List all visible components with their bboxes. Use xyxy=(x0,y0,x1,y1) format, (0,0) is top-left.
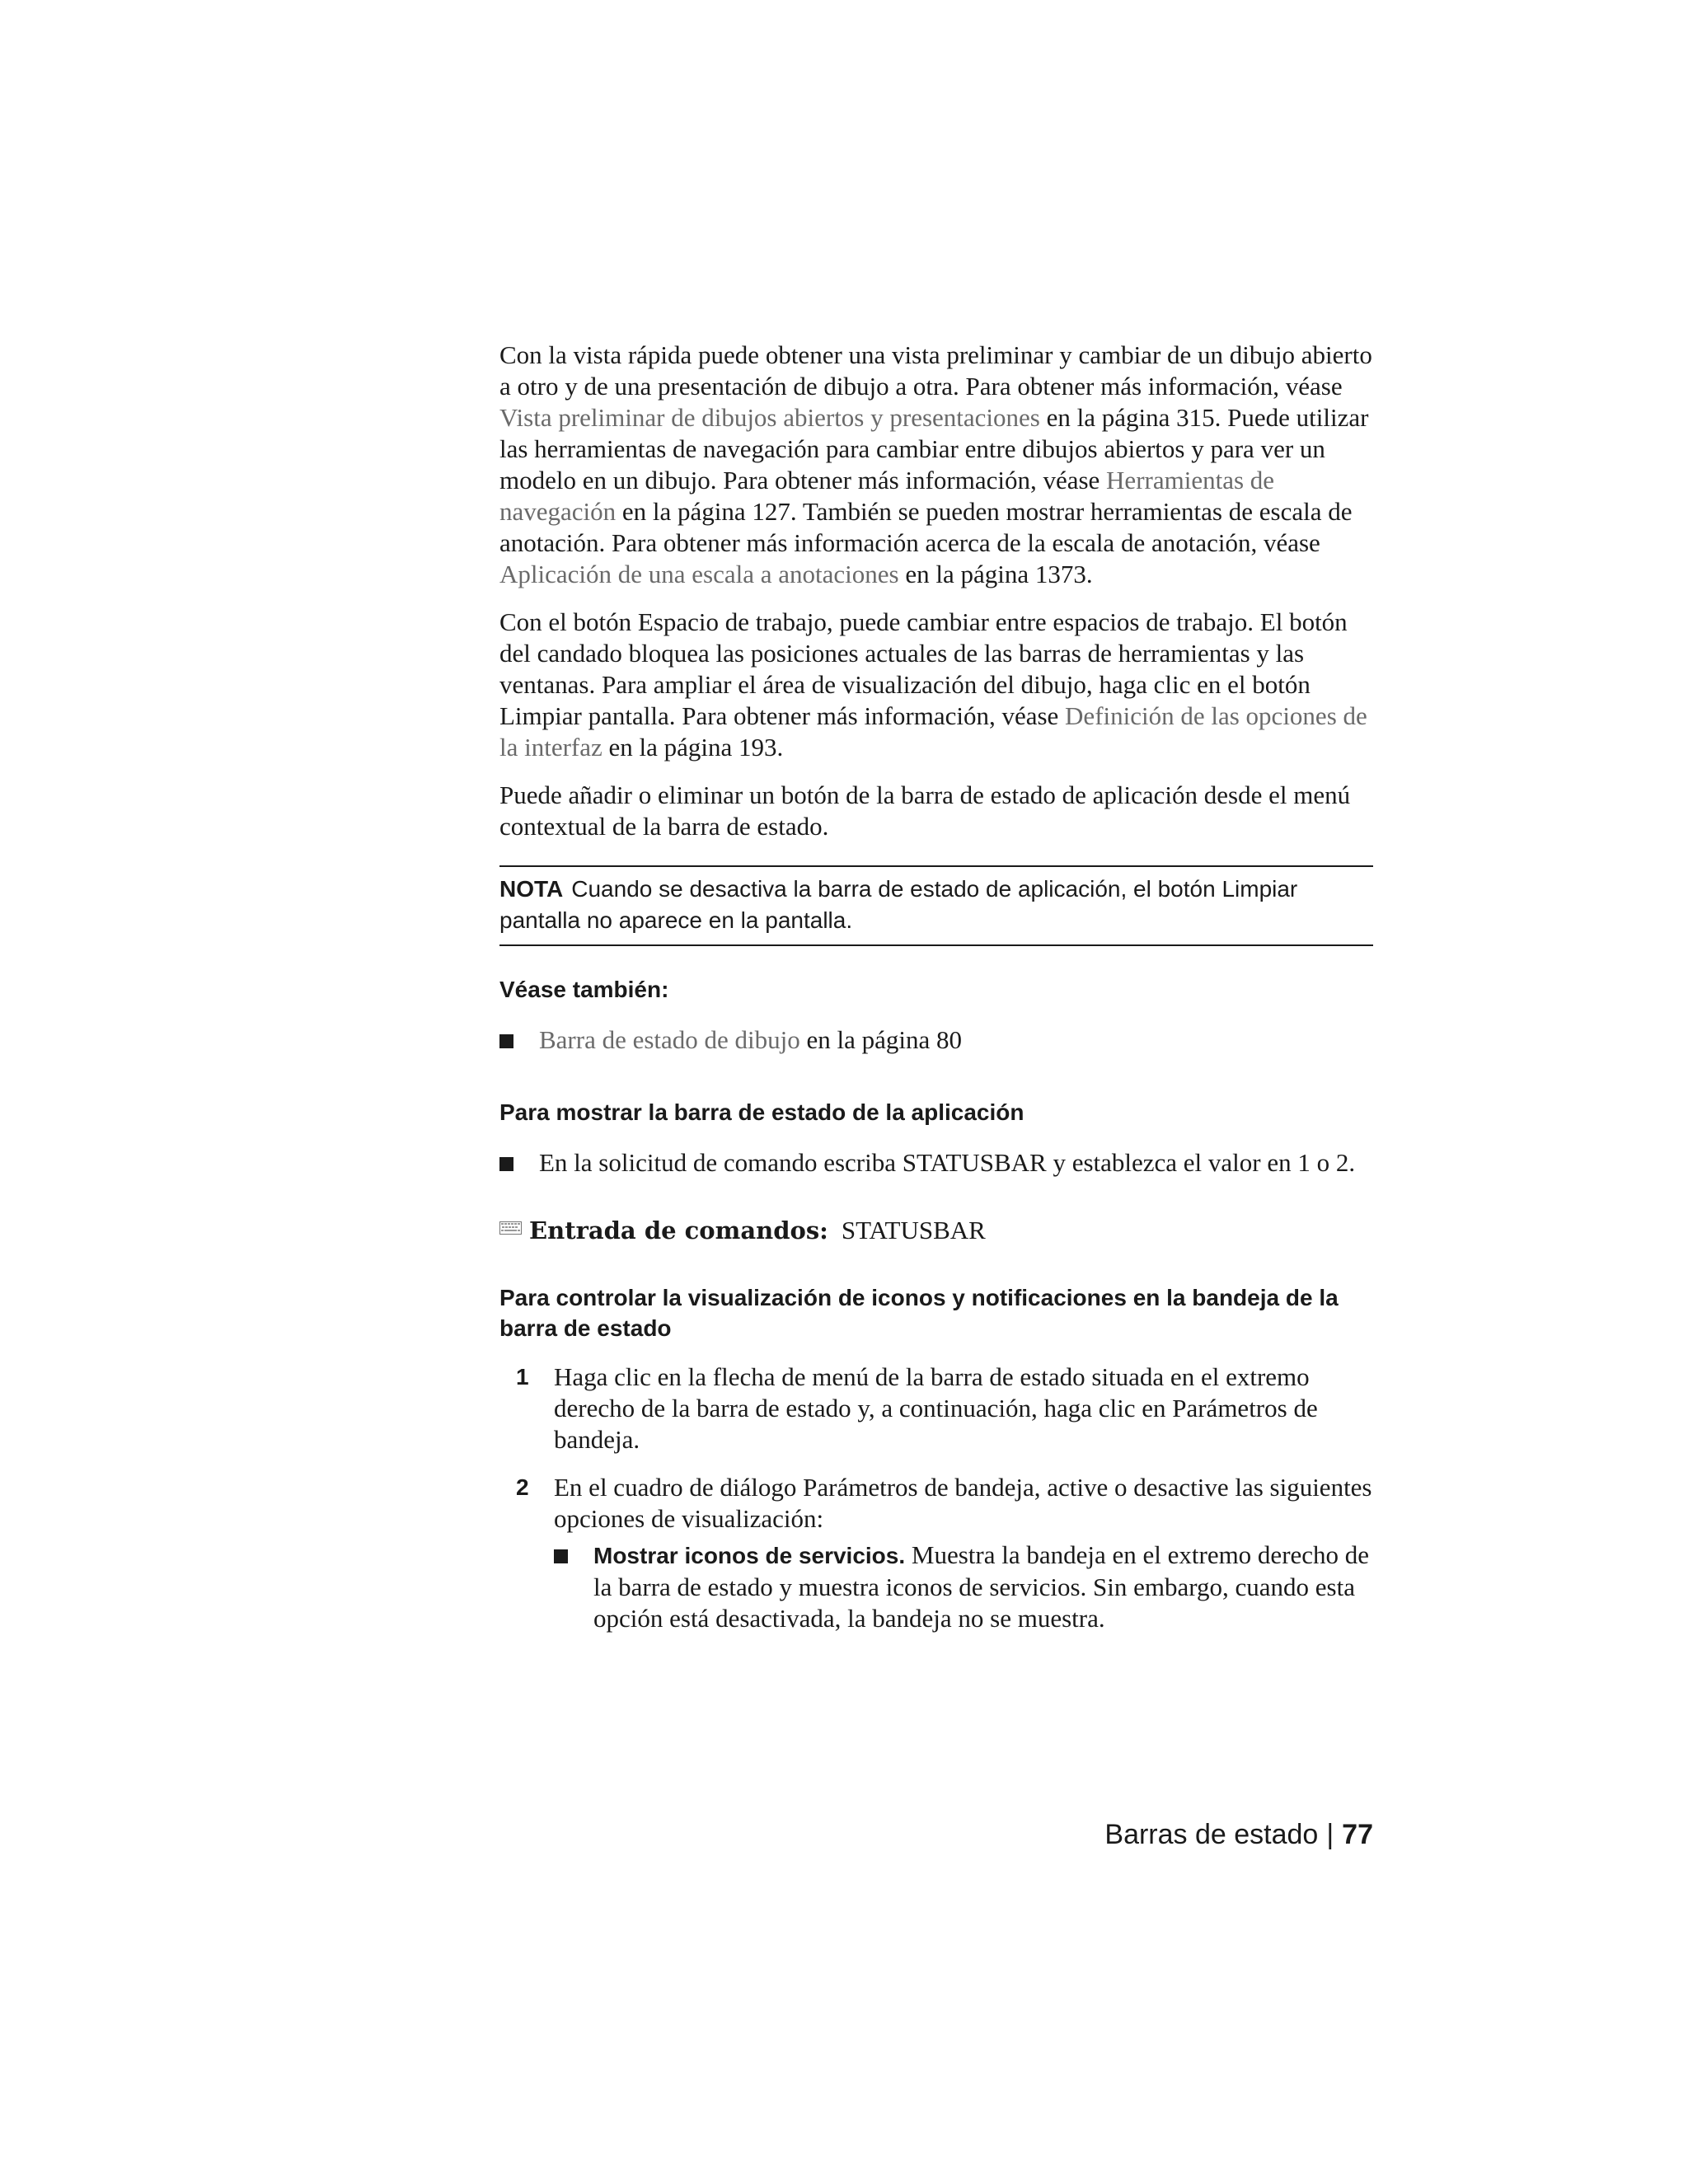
footer-separator: | xyxy=(1326,1819,1334,1850)
note-box xyxy=(499,865,1373,946)
paragraph-workspace xyxy=(499,607,1373,763)
note-text: Cuando se desactiva la barra de estado de aplicación, el botón Limpiar pantalla no aparece en la pantalla. xyxy=(499,876,1298,933)
command-entry-value: STATUSBAR xyxy=(841,1216,986,1244)
list-item xyxy=(499,1147,1373,1179)
bullet-square-icon xyxy=(554,1549,568,1563)
note-label: NOTA xyxy=(499,876,564,902)
step-text: En el cuadro de diálogo Parámetros de bandeja, active o desactive las siguientes opciones de visualización: xyxy=(554,1473,1372,1533)
procedure-heading: Para controlar la visualización de iconos y notificaciones en la bandeja de la barra de estado xyxy=(499,1285,1339,1341)
link-barra-estado-dibujo[interactable]: Barra de estado de dibujo xyxy=(539,1025,800,1054)
command-entry-label: Entrada de comandos: xyxy=(529,1216,828,1244)
paragraph-text: Con el botón Espacio de trabajo, puede cambiar entre espacios de trabajo. El botón del candado bloquea las posiciones actuales de las barras de herramientas y las ventanas. Para ampliar el área de visualización del dibujo, haga clic en el botón Limpiar pantalla. Para obtener más información, véase xyxy=(499,607,1348,730)
link-escala-anotaciones[interactable]: Aplicación de una escala a anotaciones xyxy=(499,560,899,588)
option-name: Mostrar iconos de servicios. xyxy=(593,1543,906,1568)
steps-list xyxy=(499,1361,1373,1634)
page-footer xyxy=(1104,1816,1373,1853)
step-number: 1 xyxy=(516,1364,529,1390)
list-item xyxy=(554,1540,1373,1634)
procedure-bullet-text: En la solicitud de comando escriba STATUSBAR y establezca el valor en 1 o 2. xyxy=(539,1148,1356,1177)
paragraph-add-remove: Puede añadir o eliminar un botón de la barra de estado de aplicación desde el menú contextual de la barra de estado. xyxy=(499,780,1351,841)
paragraph-quick-view xyxy=(499,340,1373,590)
command-entry xyxy=(499,1215,1373,1246)
page-content xyxy=(499,340,1373,1651)
see-also-suffix: en la página 80 xyxy=(799,1025,963,1054)
keyboard-icon xyxy=(499,1221,522,1235)
link-vista-preliminar[interactable]: Vista preliminar de dibujos abiertos y presentaciones xyxy=(499,403,1040,432)
procedure-heading: Para mostrar la barra de estado de la aplicación xyxy=(499,1099,1025,1125)
paragraph-text: en la página 127. También se pueden mostrar herramientas de escala de anotación. Para obtener más información acerca de la escala de anotación, véase xyxy=(499,497,1353,557)
paragraph-text: en la página 315. Puede utilizar las herramientas de navegación para cambiar entre dibujos abiertos y para ver un modelo en un dibujo. Para obtener más información, véase xyxy=(499,403,1369,494)
paragraph-text: en la página 193. xyxy=(602,733,784,762)
see-also-section xyxy=(499,974,1373,1056)
step-1 xyxy=(499,1361,1373,1455)
step-2 xyxy=(499,1472,1373,1634)
link-herramientas-navegacion[interactable]: Herramientas de navegación xyxy=(499,466,1275,526)
list-item xyxy=(499,1024,1373,1056)
procedure-show-statusbar xyxy=(499,1097,1373,1179)
footer-section-title: Barras de estado xyxy=(1104,1819,1319,1850)
bullet-square-icon xyxy=(499,1034,513,1048)
link-opciones-interfaz[interactable]: Definición de las opciones de la interfaz xyxy=(499,701,1367,762)
page-number: 77 xyxy=(1342,1819,1373,1850)
paragraph-text: Con la vista rápida puede obtener una vista preliminar y cambiar de un dibujo abierto a otro y de una presentación de dibujo a otra. Para obtener más información, véase xyxy=(499,340,1372,401)
see-also-heading: Véase también: xyxy=(499,977,669,1002)
bullet-square-icon xyxy=(499,1157,513,1171)
step-number: 2 xyxy=(516,1474,529,1500)
step-text: Haga clic en la flecha de menú de la barra de estado situada en el extremo derecho de la barra de estado y, a continuación, haga clic en Parámetros de bandeja. xyxy=(554,1362,1318,1454)
procedure-tray-settings xyxy=(499,1282,1373,1634)
option-description: Muestra la bandeja en el extremo derecho de la barra de estado y muestra iconos de servicios. Sin embargo, cuando esta opción está desactivada, la bandeja no se muestra. xyxy=(593,1540,1370,1633)
paragraph-text: en la página 1373. xyxy=(898,560,1093,588)
